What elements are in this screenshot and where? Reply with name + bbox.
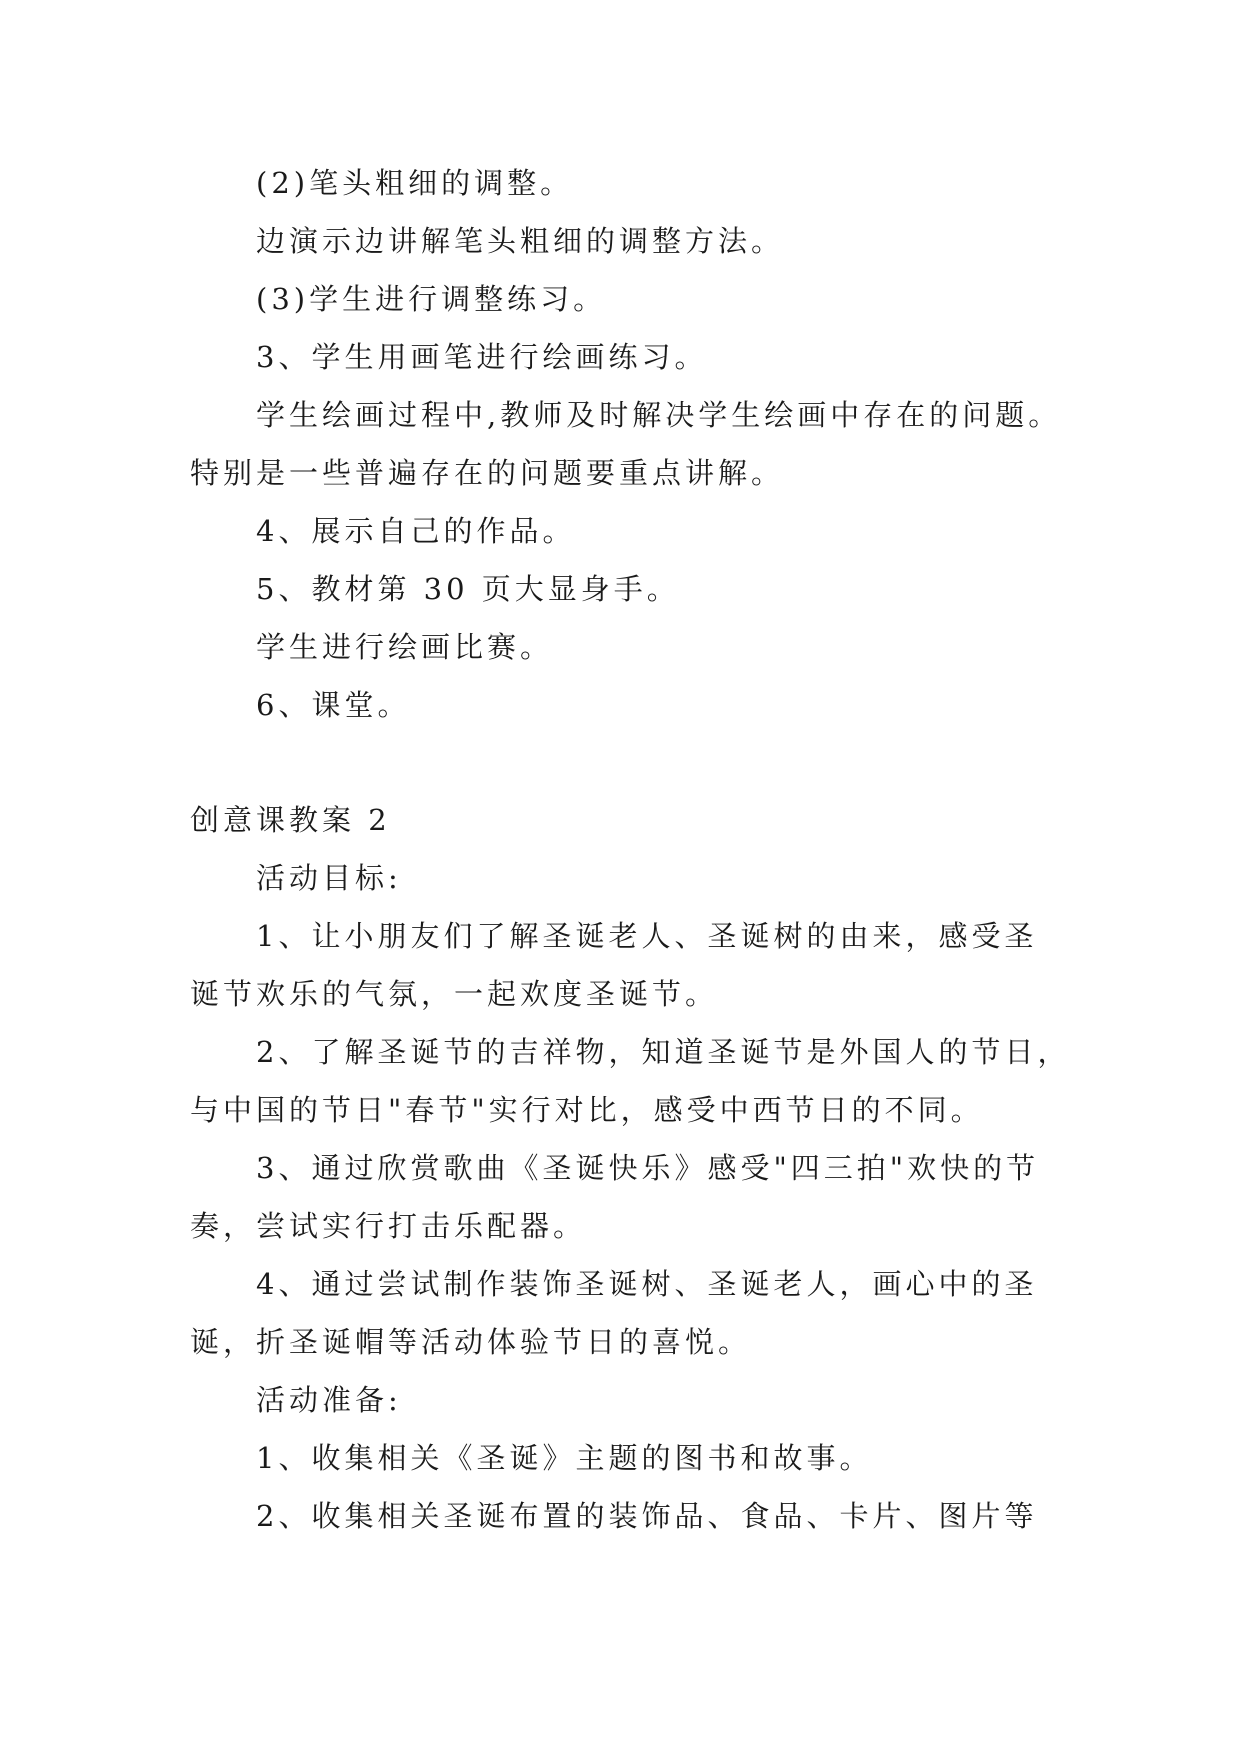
paragraph-line: 活动目标: (256, 861, 402, 895)
section-title: 创意课教案 2 (190, 803, 391, 837)
paragraph-line: 奏，尝试实行打击乐配器。 (190, 1209, 587, 1243)
paragraph-line: 4、通过尝试制作装饰圣诞树、圣诞老人，画心中的圣 (256, 1267, 1038, 1301)
paragraph-line: 5、教材第 30 页大显身手。 (256, 572, 680, 606)
paragraph-line: 4、展示自己的作品。 (256, 514, 576, 548)
paragraph-line: (3)学生进行调整练习。 (256, 282, 607, 316)
paragraph-line: 诞，折圣诞帽等活动体验节日的喜悦。 (190, 1325, 752, 1359)
paragraph-line: 3、通过欣赏歌曲《圣诞快乐》感受"四三拍"欢快的节 (256, 1151, 1040, 1185)
paragraph-line: 学生进行绘画比赛。 (256, 630, 554, 664)
paragraph-line: 诞节欢乐的气氛，一起欢度圣诞节。 (190, 977, 719, 1011)
paragraph-line: 边演示边讲解笔头粗细的调整方法。 (256, 224, 785, 258)
paragraph-line: 1、让小朋友们了解圣诞老人、圣诞树的由来，感受圣 (256, 919, 1038, 953)
paragraph-line: 3、学生用画笔进行绘画练习。 (256, 340, 708, 374)
paragraph-line: 2、了解圣诞节的吉祥物，知道圣诞节是外国人的节日， (256, 1035, 1071, 1069)
paragraph-line: 2、收集相关圣诞布置的装饰品、食品、卡片、图片等 (256, 1499, 1038, 1533)
paragraph-line: (2)笔头粗细的调整。 (256, 166, 574, 200)
paragraph-line: 与中国的节日"春节"实行对比，感受中西节日的不同。 (190, 1093, 984, 1127)
paragraph-line: 学生绘画过程中,教师及时解决学生绘画中存在的问题。 (256, 398, 1062, 432)
paragraph-line: 6、课堂。 (256, 688, 411, 722)
paragraph-line: 特别是一些普遍存在的问题要重点讲解。 (190, 456, 785, 490)
paragraph-line: 活动准备: (256, 1383, 402, 1417)
paragraph-line: 1、收集相关《圣诞》主题的图书和故事。 (256, 1441, 873, 1475)
